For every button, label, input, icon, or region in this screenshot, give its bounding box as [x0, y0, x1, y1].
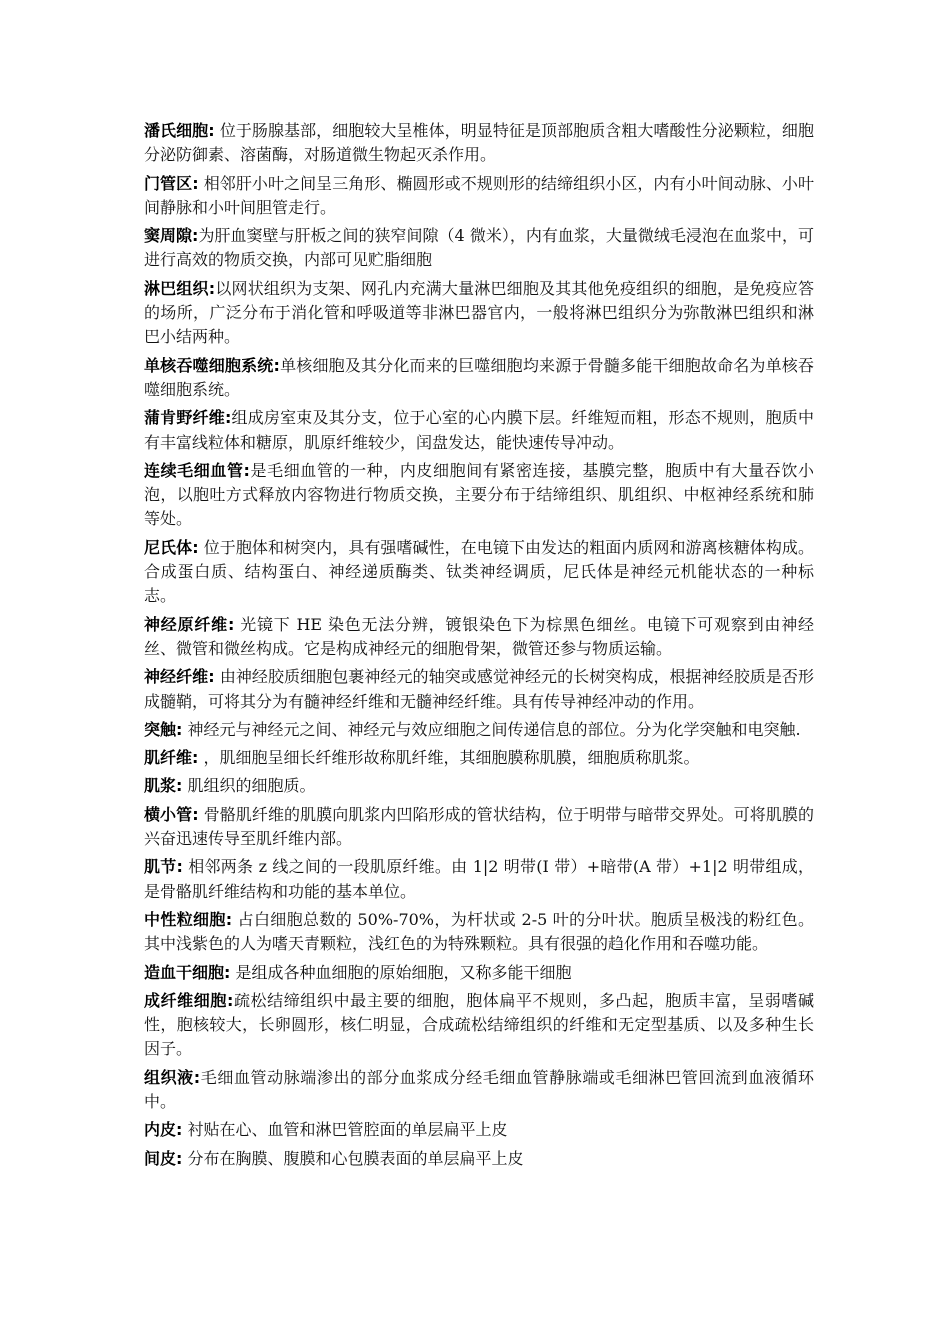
entry-separator: :	[243, 460, 250, 480]
entry-separator: :	[192, 173, 199, 193]
entry-perisinusoidal-space	[144, 224, 814, 273]
entry-tissue-fluid	[144, 1066, 814, 1115]
entry-definition: 占白细胞总数的 50%-70%，为杆状或 2-5 叶的分叶状。胞质呈极浅的粉红色。其中浅紫色的人为嗜天青颗粒，浅红色的为特殊颗粒。具有很强的趋化作用和吞噬功能。	[144, 909, 814, 954]
entry-term: 中性粒细胞	[144, 909, 226, 929]
entry-definition: 肌组织的细胞质。	[187, 776, 316, 796]
entry-definition: 位于肠腺基部，细胞较大呈椎体，明显特征是顶部胞质含粗大嗜酸性分泌颗粒，细胞分泌防御素、溶菌酶，对肠道微生物起灭杀作用。	[144, 121, 814, 165]
entry-paneth-cell	[144, 119, 814, 168]
entry-mesothelium	[144, 1147, 814, 1171]
entry-separator: :	[176, 857, 183, 877]
entry-separator: :	[224, 408, 232, 428]
entry-nissl-body	[144, 536, 814, 609]
entry-term: 肌节	[144, 857, 177, 877]
entry-separator: :	[224, 962, 231, 982]
entry-term: 肌纤维	[144, 748, 193, 768]
entry-term: 突触	[144, 719, 177, 739]
entry-definition: 是组成各种血细胞的原始细胞，又称多能干细胞	[235, 962, 572, 982]
entry-definition: 相邻肝小叶之间呈三角形、椭圆形或不规则形的结缔组织小区，内有小叶间动脉、小叶间静脉和小叶间胆管走行。	[144, 173, 814, 217]
document-page	[144, 119, 814, 1175]
entry-separator: :	[176, 719, 183, 739]
entry-separator: :	[226, 990, 234, 1010]
entry-definition: 单核细胞及其分化而来的巨噬细胞均来源于骨髓多能干细胞故命名为单核吞噬细胞系统。	[144, 355, 814, 399]
entry-definition: 分布在胸膜、腹膜和心包膜表面的单层扁平上皮	[187, 1148, 524, 1168]
entry-separator: :	[192, 226, 199, 246]
entry-separator: :	[176, 776, 183, 796]
entry-term: 连续毛细血管	[144, 460, 244, 480]
entry-purkinje-fiber	[144, 406, 814, 455]
entry-hematopoietic-stem-cell	[144, 961, 814, 985]
entry-term: 肌浆	[144, 776, 177, 796]
entry-separator: :	[227, 614, 235, 634]
entry-definition: 由神经胶质细胞包裹神经元的轴突或感觉神经元的长树突构成，根据神经胶质是否形成髓鞘，可将其分为有髓神经纤维和无髓神经纤维。具有传导神经冲动的作用。	[144, 667, 814, 711]
entry-separator: :	[192, 537, 199, 557]
entry-definition: 毛细血管动脉端渗出的部分血浆成分经毛细血管静脉端或毛细淋巴管回流到血液循环中。	[144, 1067, 814, 1111]
entry-term: 淋巴组织	[144, 278, 209, 298]
entry-separator: :	[176, 1148, 183, 1168]
entry-term: 门管区	[144, 173, 193, 193]
entry-definition: 骨骼肌纤维的肌膜向肌浆内凹陷形成的管状结构，位于明带与暗带交界处。可将肌膜的兴奋迅速传导至肌纤维内部。	[144, 804, 814, 849]
entry-nerve-fiber	[144, 665, 814, 714]
entry-fibroblast	[144, 989, 814, 1062]
entry-transverse-tubule	[144, 803, 814, 852]
entry-definition: 神经元与神经元之间、神经元与效应细胞之间传递信息的部位。分为化学突触和电突触.	[187, 719, 801, 739]
entry-continuous-capillary	[144, 459, 814, 532]
entry-separator: :	[208, 667, 215, 687]
entry-definition: ，肌细胞呈细长纤维形故称肌纤维，其细胞膜称肌膜，细胞质称肌浆。	[203, 748, 700, 768]
entry-term: 成纤维细胞	[144, 990, 227, 1010]
entry-definition: 以网状组织为支架、网孔内充满大量淋巴细胞及其其他免疫组织的细胞，是免疫应答的场所，广泛分布于消化管和呼吸道等非淋巴器官内，一般将淋巴组织分为弥散淋巴组织和淋巴小结两种。	[144, 278, 814, 347]
entry-definition: 是毛细血管的一种，内皮细胞间有紧密连接，基膜完整，胞质中有大量吞饮小泡，以胞吐方式释放内容物进行物质交换，主要分布于结缔组织、肌组织、中枢神经系统和肺等处。	[144, 460, 814, 529]
entry-portal-area	[144, 172, 814, 221]
entry-lymphoid-tissue	[144, 277, 814, 350]
entry-definition: 衬贴在心、血管和淋巴管腔面的单层扁平上皮	[187, 1120, 508, 1140]
entry-separator: :	[208, 121, 215, 140]
entry-definition: 相邻两条 z 线之间的一段肌原纤维。由 1|2 明带(I 带）+暗带(A 带）+1|2 明带组成，是骨骼肌纤维结构和功能的基本单位。	[144, 857, 814, 901]
entry-term: 组织液	[144, 1067, 194, 1087]
entry-term: 横小管	[144, 804, 193, 824]
entry-term: 神经原纤维	[144, 614, 228, 634]
entry-definition: 组成房室束及其分支，位于心室的心内膜下层。纤维短而粗，形态不规则，胞质中有丰富线粒体和糖原，肌原纤维较少，闰盘发达，能快速传导冲动。	[144, 408, 814, 452]
entry-separator: :	[193, 1067, 201, 1087]
entry-neurofibril	[144, 613, 814, 662]
entry-term: 内皮	[144, 1120, 177, 1140]
entry-separator: :	[273, 355, 280, 375]
entry-sarcoplasm	[144, 774, 814, 798]
entry-mononuclear-phagocyte-system	[144, 354, 814, 403]
entry-term: 尼氏体	[144, 537, 193, 557]
entry-separator: :	[208, 278, 216, 298]
entry-term: 间皮	[144, 1148, 177, 1168]
entry-endothelium	[144, 1118, 814, 1142]
entry-term: 窦周隙	[144, 226, 193, 246]
entry-definition: 疏松结缔组织中最主要的细胞，胞体扁平不规则，多凸起，胞质丰富，呈弱嗜碱性，胞核较大，长卵圆形，核仁明显，合成疏松结缔组织的纤维和无定型基质、以及多种生长因子。	[144, 990, 814, 1059]
entry-separator: :	[192, 748, 199, 768]
entry-separator: :	[192, 804, 199, 824]
entry-sarcomere	[144, 855, 814, 904]
entry-definition: 为肝血窦壁与肝板之间的狭窄间隙（4 微米），内有血浆，大量微绒毛浸泡在血浆中，可进行高效的物质交换，内部可见贮脂细胞	[144, 226, 814, 270]
entry-term: 神经纤维	[144, 667, 209, 687]
entry-definition: 位于胞体和树突内，具有强嗜碱性，在电镜下由发达的粗面内质网和游离核糖体构成。合成蛋白质、结构蛋白、神经递质酶类、钛类神经调质，尼氏体是神经元机能状态的一种标志。	[144, 537, 814, 606]
entry-term: 造血干细胞	[144, 962, 225, 982]
entry-term: 蒲肯野纤维	[144, 408, 225, 428]
entry-term: 潘氏细胞	[144, 121, 209, 140]
entry-term: 单核吞噬细胞系统	[144, 355, 274, 375]
entry-neutrophil	[144, 908, 814, 957]
entry-definition: 光镜下 HE 染色无法分辨，镀银染色下为棕黑色细丝。电镜下可观察到由神经丝、微管和微丝构成。它是构成神经元的细胞骨架，微管还参与物质运输。	[144, 614, 814, 658]
entry-separator: :	[176, 1120, 183, 1140]
entry-synapse	[144, 718, 814, 742]
entry-separator: :	[225, 909, 233, 929]
entry-muscle-fiber	[144, 746, 814, 770]
